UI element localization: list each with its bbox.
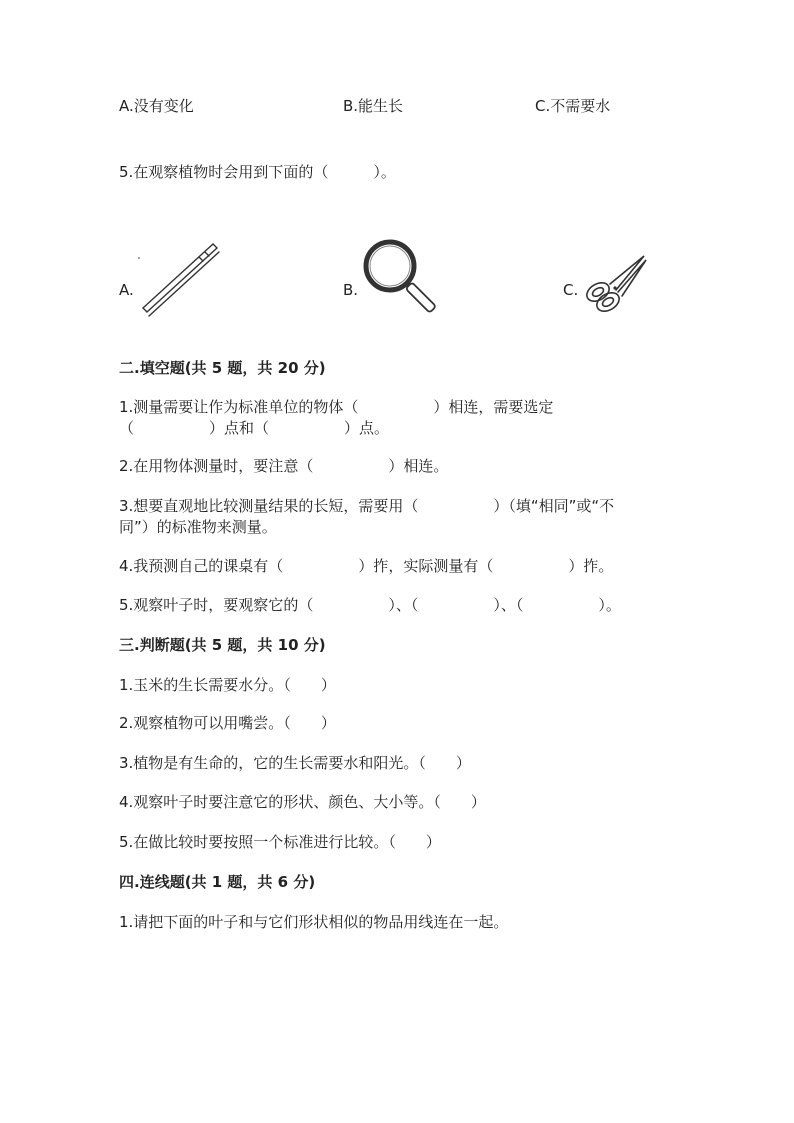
section2-heading: 二.填空题(共 5 题，共 20 分) — [119, 359, 326, 377]
q5-option-b-label: B. — [343, 281, 359, 299]
section3-q3: 3.植物是有生命的，它的生长需要水和阳光。（ ） — [119, 754, 471, 772]
section3-heading: 三.判断题(共 5 题，共 10 分) — [119, 636, 326, 654]
q4-option-a: A.没有变化 — [119, 97, 194, 115]
section2-q1-line2: （ ）点和（ ）点。 — [119, 419, 390, 437]
section4-q1: 1.请把下面的叶子和与它们形状相似的物品用线连在一起。 — [119, 913, 509, 931]
section2-q4: 4.我预测自己的课桌有（ ）拃，实际测量有（ ）拃。 — [119, 557, 614, 575]
q5-option-c-label: C. — [563, 281, 579, 299]
chopsticks-icon — [135, 238, 225, 318]
section4-heading: 四.连线题(共 1 题，共 6 分) — [119, 873, 316, 891]
q4-option-c: C.不需要水 — [535, 97, 611, 115]
magnifying-glass-icon — [360, 238, 445, 318]
section2-q3-line2: 同”）的标准物来测量。 — [119, 518, 277, 536]
section3-q4: 4.观察叶子时要注意它的形状、颜色、大小等。（ ） — [119, 793, 486, 811]
section3-q1: 1.玉米的生长需要水分。（ ） — [119, 676, 336, 694]
q5-option-a-label: A. — [119, 281, 134, 299]
section2-q5: 5.观察叶子时，要观察它的（ ）、（ ）、（ ）。 — [119, 596, 621, 614]
scissors-icon — [582, 250, 652, 315]
section3-q5: 5.在做比较时要按照一个标准进行比较。（ ） — [119, 833, 441, 851]
q4-option-b: B.能生长 — [343, 97, 404, 115]
q5-question: 5.在观察植物时会用到下面的（ ）。 — [119, 163, 396, 181]
section2-q3-line1: 3.想要直观地比较测量结果的长短，需要用（ ）（填“相同”或“不 — [119, 497, 615, 515]
section2-q2: 2.在用物体测量时，要注意（ ）相连。 — [119, 457, 449, 475]
section3-q2: 2.观察植物可以用嘴尝。（ ） — [119, 714, 336, 732]
section2-q1-line1: 1.测量需要让作为标准单位的物体（ ）相连，需要选定 — [119, 398, 554, 416]
